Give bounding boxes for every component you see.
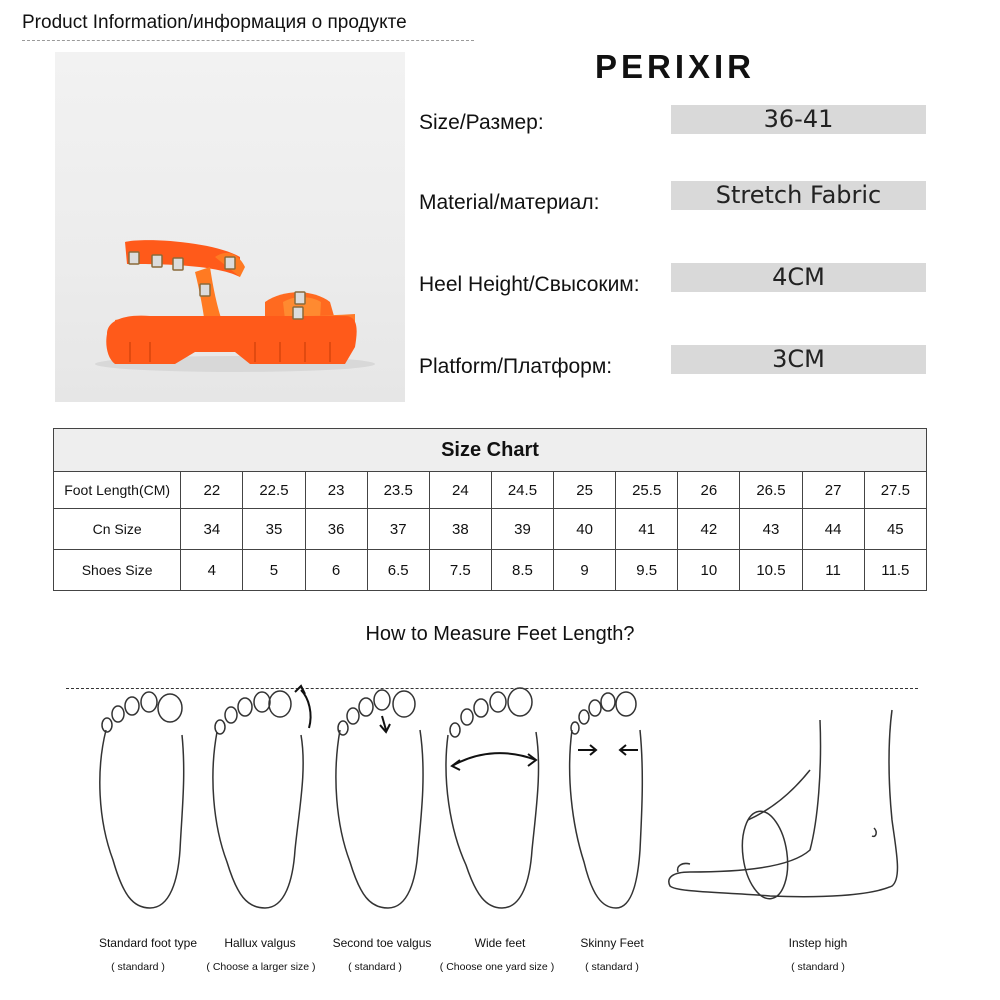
skinny-foot-icon (562, 680, 662, 920)
table-cell: 26.5 (740, 472, 802, 509)
spec-heel-label: Heel Height/Свысоким: (419, 273, 640, 296)
spec-heel-value: 4CM (671, 263, 926, 292)
table-cell: 9 (554, 550, 616, 591)
table-cell: 43 (740, 509, 802, 550)
spec-material-label: Material/материал: (419, 191, 600, 214)
table-cell: 25.5 (616, 472, 678, 509)
spec-platform-label: Platform/Платформ: (419, 355, 613, 378)
table-cell: 38 (429, 509, 491, 550)
table-cell: 4 (181, 550, 243, 591)
table-cell: 24.5 (491, 472, 553, 509)
foot-note-instep: ( standard ) (791, 961, 845, 973)
table-cell: 35 (243, 509, 305, 550)
table-row-foot-length (54, 472, 927, 509)
foot-note-standard: ( standard ) (111, 961, 165, 973)
table-cell: 37 (367, 509, 429, 550)
table-cell: 23 (305, 472, 367, 509)
table-cell: 41 (616, 509, 678, 550)
page-title: Product Information/информация о продукте (22, 12, 407, 33)
row-label: Foot Length(CM) (54, 472, 181, 509)
table-cell: 6 (305, 550, 367, 591)
table-cell: 40 (554, 509, 616, 550)
table-cell: 27.5 (864, 472, 926, 509)
spec-size-value: 36-41 (671, 105, 926, 134)
spec-platform-value: 3CM (671, 345, 926, 374)
measure-title: How to Measure Feet Length? (365, 623, 635, 645)
table-cell: 24 (429, 472, 491, 509)
table-cell: 22 (181, 472, 243, 509)
table-cell: 10 (678, 550, 740, 591)
table-cell: 11.5 (864, 550, 926, 591)
size-chart-title: Size Chart (54, 429, 927, 472)
title-divider (22, 40, 474, 41)
table-row-shoes-size (54, 550, 927, 591)
standard-foot-icon (88, 680, 198, 920)
table-cell: 10.5 (740, 550, 802, 591)
row-label: Cn Size (54, 509, 181, 550)
table-cell: 36 (305, 509, 367, 550)
hallux-valgus-foot-icon (205, 680, 325, 920)
table-cell: 26 (678, 472, 740, 509)
table-cell: 42 (678, 509, 740, 550)
foot-note-skinny: ( standard ) (585, 961, 639, 973)
table-cell: 25 (554, 472, 616, 509)
foot-label-wide: Wide feet (474, 936, 526, 950)
foot-label-instep: Instep high (788, 936, 848, 950)
foot-label-skinny: Skinny Feet (580, 936, 644, 950)
sandal-illustration (55, 52, 405, 402)
foot-note-wide: ( Choose one yard size ) (439, 961, 555, 973)
table-cell: 11 (802, 550, 864, 591)
product-photo (55, 52, 405, 402)
table-cell: 23.5 (367, 472, 429, 509)
spec-material-value: Stretch Fabric (671, 181, 926, 210)
table-cell: 5 (243, 550, 305, 591)
foot-note-second-toe: ( standard ) (348, 961, 402, 973)
spec-size-label: Size/Размер: (419, 111, 544, 134)
table-cell: 27 (802, 472, 864, 509)
foot-label-hallux: Hallux valgus (224, 936, 296, 950)
table-cell: 45 (864, 509, 926, 550)
table-row-cn-size (54, 509, 927, 550)
table-cell: 8.5 (491, 550, 553, 591)
table-cell: 9.5 (616, 550, 678, 591)
wide-foot-icon (440, 680, 550, 920)
foot-label-second-toe: Second toe valgus (332, 936, 432, 950)
table-cell: 6.5 (367, 550, 429, 591)
table-cell: 7.5 (429, 550, 491, 591)
size-chart-table (53, 428, 927, 591)
table-cell: 22.5 (243, 472, 305, 509)
foot-label-standard: Standard foot type (98, 936, 198, 950)
table-cell: 39 (491, 509, 553, 550)
table-cell: 44 (802, 509, 864, 550)
row-label: Shoes Size (54, 550, 181, 591)
table-cell: 34 (181, 509, 243, 550)
instep-high-foot-icon (660, 700, 915, 910)
foot-note-hallux: ( Choose a larger size ) (206, 961, 316, 973)
second-toe-valgus-foot-icon (330, 680, 440, 920)
brand-name: PERIXIR (594, 48, 756, 85)
